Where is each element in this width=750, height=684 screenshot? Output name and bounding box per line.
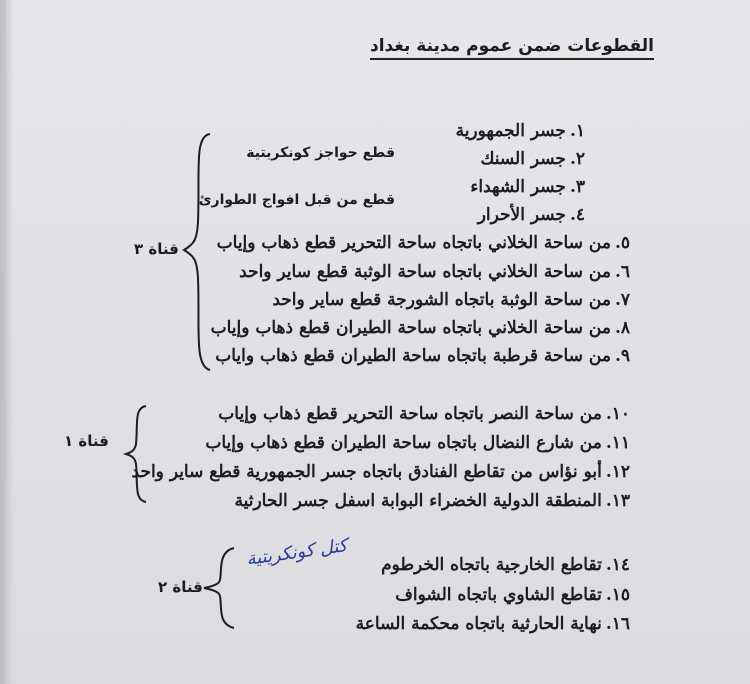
list-item: ١٦.نهاية الحارثية باتجاه محكمة الساعة (355, 614, 630, 634)
note-riot-police: قطع من قبل افواج الطوارئ (198, 192, 395, 208)
list-item: ٥.من ساحة الخلاني باتجاه ساحة التحرير قطع ذهاب وإياب (216, 233, 630, 253)
list-item: ١٠.من ساحة النصر باتجاه ساحة التحرير قطع ذهاب وإياب (218, 404, 630, 424)
channel-label-3: قناة ٣ (134, 240, 179, 258)
list-item: ٢.جسر السنك (480, 149, 585, 169)
list-item: ١٣.المنطقة الدولية الخضراء البوابة اسفل جسر الحارثية (234, 491, 630, 511)
document-title: القطوعات ضمن عموم مدينة بغداد (370, 36, 654, 60)
channel-label-1: قناة ١ (64, 432, 109, 450)
paper-sheet (6, 0, 750, 684)
list-item: ١٤.تقاطع الخارجية باتجاه الخرطوم (381, 555, 630, 575)
list-item: ٩.من ساحة قرطبة باتجاه ساحة الطيران قطع ذهاب واياب (215, 346, 630, 366)
list-item: ٦.من ساحة الخلاني باتجاه ساحة الوثبة قطع ساير واحد (239, 262, 630, 282)
list-item: ٣.جسر الشهداء (470, 177, 585, 197)
list-item: ٨.من ساحة الخلاني باتجاه ساحة الطيران قطع ذهاب وإياب (210, 318, 630, 338)
list-item: ٤.جسر الأحرار (477, 205, 585, 225)
list-item: ١١.من شارع النضال باتجاه ساحة الطيران قطع ذهاب وإياب (205, 433, 630, 453)
paper-edge-shadow (0, 0, 14, 684)
channel-label-2: قناة ٢ (158, 578, 203, 596)
list-item: ٧.من ساحة الوثبة باتجاه الشورجة قطع ساير واحد (272, 290, 630, 310)
brace-group-1 (182, 132, 214, 372)
list-item: ١.جسر الجمهورية (455, 121, 585, 141)
list-item: ١٥.تقاطع الشاوي باتجاه الشواف (395, 585, 630, 605)
brace-group-2 (124, 404, 150, 504)
list-item: ١٢.أبو نؤاس من تقاطع الفنادق باتجاه جسر الجمهورية قطع ساير واحد (131, 462, 630, 482)
note-concrete-barriers: قطع حواجز كونكريتية (246, 145, 395, 161)
brace-group-3 (202, 546, 238, 630)
handwritten-note: كتل كونكريتية (245, 535, 349, 570)
